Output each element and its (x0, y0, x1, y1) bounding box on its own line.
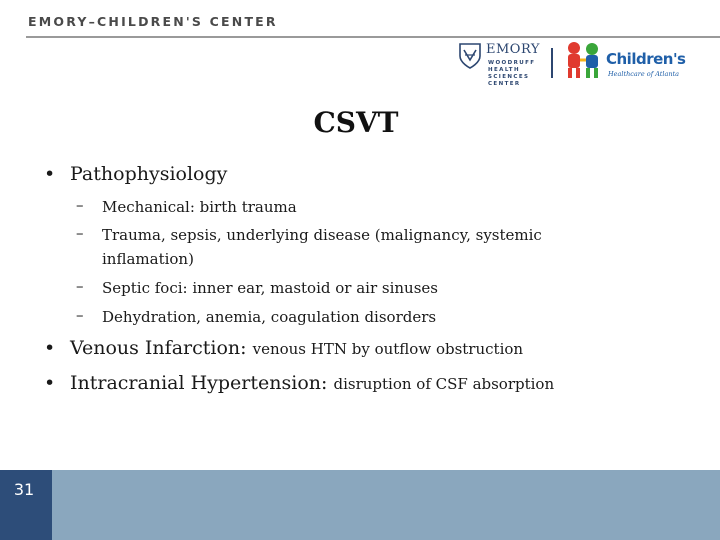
header-divider (26, 36, 720, 38)
bullet-detail: disruption of CSF absorption (333, 375, 555, 393)
bullet-label: Pathophysiology (70, 163, 228, 185)
header-title: EMORY–CHILDREN'S CENTER (28, 14, 278, 29)
emory-shield-icon (458, 42, 482, 70)
emory-wordmark: EMORY (486, 42, 540, 57)
childrens-subtitle: Healthcare of Atlanta (608, 70, 680, 78)
bullet-glyph: • (44, 337, 56, 359)
childrens-kids-icon (562, 40, 606, 80)
dash-glyph: – (76, 224, 84, 242)
dash-glyph: – (76, 277, 84, 295)
woodruff-text: WOODRUFF HEALTH SCIENCES CENTER (488, 60, 536, 87)
bullet-glyph: • (44, 372, 56, 394)
sub-bullet-text: Septic foci: inner ear, mastoid or air sinuses (102, 279, 438, 297)
sub-bullet-text: Trauma, sepsis, underlying disease (malignancy, systemic (102, 226, 542, 244)
bullet-detail: venous HTN by outflow obstruction (252, 340, 524, 358)
logo-divider (551, 48, 553, 78)
bullet-glyph: • (44, 163, 56, 185)
bullet-label: Venous Infarction: (70, 337, 247, 359)
bullet-text (70, 372, 554, 394)
page-number: 31 (13, 480, 35, 499)
emory-logo (458, 40, 558, 94)
footer-bar (0, 470, 720, 540)
sub-bullet-text: Mechanical: birth trauma (102, 198, 297, 216)
dash-glyph: – (76, 306, 84, 324)
slide-title: CSVT (313, 106, 399, 139)
dash-glyph: – (76, 196, 84, 214)
childrens-wordmark: Children's (606, 50, 686, 68)
sub-bullet-text-continued: inflamation) (102, 250, 194, 268)
childrens-logo (562, 40, 692, 84)
sub-bullet-text: Dehydration, anemia, coagulation disorders (102, 308, 437, 326)
bullet-label: Intracranial Hypertension: (70, 372, 328, 394)
bullet-text (70, 337, 523, 359)
